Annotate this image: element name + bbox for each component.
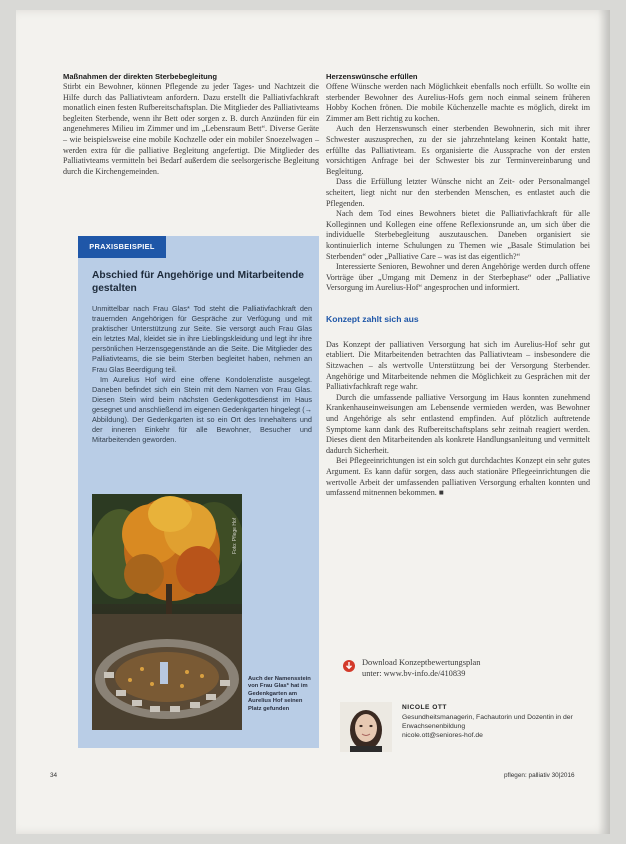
author-info [402, 704, 602, 740]
author-email[interactable]: nicole.ott@seniores-hof.de [402, 732, 483, 739]
right-paragraph: Offene Wünsche werden nach Möglichkeit ebenfalls noch erfüllt. So wollte ein sterbender Bewohner des Aurelius-Hofs gern noch einmal seinem früheren Hobby Kochen frönen. Die mobile Küchenzelle machte es möglich, direkt im Zimmer am Bett richtig zu kochen. [326, 82, 590, 123]
right-paragraph: Auch den Herzenswunsch einer sterbenden Bewohnerin, sich mit ihrer Schwester auszusprechen, zu der sie jahrzehntelang keinen Kontakt hatte, erfüllte das Palliativteam. Es organisierte die Aussprache von der ersten vorsichtigen Anfrage bei der Schwester bis zur Terminvereinbarung und Begleitung. [326, 124, 590, 176]
box-title: Abschied für Angehörige und Mitarbeitende gestalten [92, 270, 304, 294]
right-paragraph: Durch die umfassende palliative Versorgung im Haus konnten zunehmend Krankenhauseinweisungen am Lebensende vermieden werden, was Bewohner und Angehörige als sehr entlastend empfinden. Auf plötzlich auftretende Symptome kann dank des Rufbereitschaftsplans sehr zeitnah reagiert werden. Dieses dient den Mitarbeitenden als konkrete Handlungsanleitung und vermittelt dadurch Sicherheit. [326, 392, 590, 455]
right-paragraph: Bei Pflegeeinrichtungen ist ein solch gut durchdachtes Konzept ein sehr gutes Argument. Es kann dafür sorgen, dass auch stationäre Pflegeeinrichtungen die wertvolle Arbeit der umfassenden palliativen Versorgung erhalten konnten und umfassend mitnennen bekommen. ■ [326, 456, 590, 498]
right-column [326, 72, 590, 499]
journal-footer: pflegen: palliativ 30|2016 [504, 772, 575, 779]
right-paragraph: Dass die Erfüllung letzter Wünsche nicht an Zeit- oder Personalmangel scheitert, liegt nicht nur den sterbenden Menschen, es entlastet auch die Pflegenden. [326, 177, 590, 208]
magazine-page [16, 10, 610, 834]
right-section-heading: Konzept zahlt sich aus [326, 313, 419, 324]
download-link[interactable]: unter: www.bv-info.de/410839 [362, 669, 466, 678]
right-paragraph: Nach dem Tod eines Bewohners bietet die Palliativfachkraft für alle Kolleginnen und Kollegen eine offene Reflexionsrunde an, um sich über die individuelle Sterbebegleitung auszutauschen. Daneben organisiert sie kontinuierlich interne Schulungen zu Themen wie „Basale Stimulation bei Sterbenden“ oder „Palliative Care – was ist das eigentlich?“ [326, 209, 590, 261]
author-photo [340, 702, 392, 752]
author-description: Gesundheitsmanagerin, Fachautorin und Dozentin in der Erwachsenenbildung [402, 714, 573, 730]
left-heading: Maßnahmen der direkten Sterbebegleitung [63, 72, 218, 81]
memorial-garden-photo [92, 494, 242, 730]
author-name: NICOLE OTT [402, 704, 447, 711]
page-number: 34 [50, 772, 58, 779]
practice-example-tag: PRAXISBEISPIEL [78, 236, 166, 258]
box-paragraph: Im Aurelius Hof wird eine offene Kondolenzliste ausgelegt. Daneben befindet sich ein Stein mit dem Namen von Frau Glas. Diesen Stein wird beim nächsten Gedenkgottesdienst im Haus gesegnet und anschließend im eigenen Gedenkgarten hingelegt (→ Abbildung). Der Gedenkgarten ist so ein Ort des Innehaltens und der inneren Einkehr für alle Bewohner, Besucher und Mitarbeitenden geworden. [92, 374, 312, 445]
left-paragraph: Stirbt ein Bewohner, können Pflegende zu jeder Tages- und Nachtzeit die Hilfe durch das Palliativteam anfordern. Dazu erstellt die Palliativfachkraft monatlich einen festen Rufbereitschaftsplan. Die Mitglieder des Palliativteams begleiten Sterbende, wenn ihr Bett oder sorgen z. B. durch Anzünden für ein angenehmeres Milieu im Zimmer und im „Lebensraum Bett“. Diverse Geräte – wie beispielsweise eine mobile Kochzelle oder ein mobiler Snoezelwagen – werden extra für die palliative Begleitung angefertigt. Die Mitglieder des Palliativteams vermitteln bei Bedarf außerdem die seelsorgerische Begleitung durch die Kirchengemeinden. [63, 82, 319, 176]
download-box [342, 657, 592, 679]
author-box [340, 702, 600, 754]
box-paragraph: Unmittelbar nach Frau Glas* Tod steht die Palliativfachkraft den trauernden Angehörigen für Gespräche zur Verfügung und mit praktischer Unterstützung zur Seite. Sie versorgt auch Frau Glas ein letztes Mal, kleidet sie in ihre Lieblingskleidung und legt ihr ihre persönlichen Herzensgegenstände an die Seite. Die Mitglieder des Palliativteams, die sie beim Sterben begleitet haben, nehmen an Frau Glas Beerdigung teil. [92, 304, 312, 374]
box-text [92, 304, 312, 445]
left-column [63, 72, 319, 177]
right-paragraph: Das Konzept der palliativen Versorgung hat sich im Aurelius-Hof sehr gut etabliert. Die Mitarbeitenden betrachten das Palliativteam – insbesondere die Sitzwachen – als wertvolle Unterstützung bei der Versorgung Sterbender. Angehörige und Mitarbeitende nehmen die Möglichkeit zu Gesprächen mit der Palliativfachkraft rege wahr. [326, 339, 590, 392]
right-heading: Herzenswünsche erfüllen [326, 72, 418, 81]
practice-example-box [78, 236, 319, 748]
download-title: Download Konzeptbewertungsplan [362, 658, 481, 667]
photo-credit: Foto: Pflege Hof [232, 517, 238, 554]
photo-caption: Auch der Namensstein von Frau Glas* hat im Gedenkgarten am Aurelius Hof seinen Platz gefunden [248, 676, 311, 712]
right-paragraph: Interessierte Senioren, Bewohner und deren Angehörige werden durch offene Vorträge über „Umgang mit Demenz in der Sterbephase“ oder „Palliative Versorgung im Aurelius-Hof“ angesprochen und informiert. [326, 262, 590, 293]
download-icon [342, 659, 356, 673]
